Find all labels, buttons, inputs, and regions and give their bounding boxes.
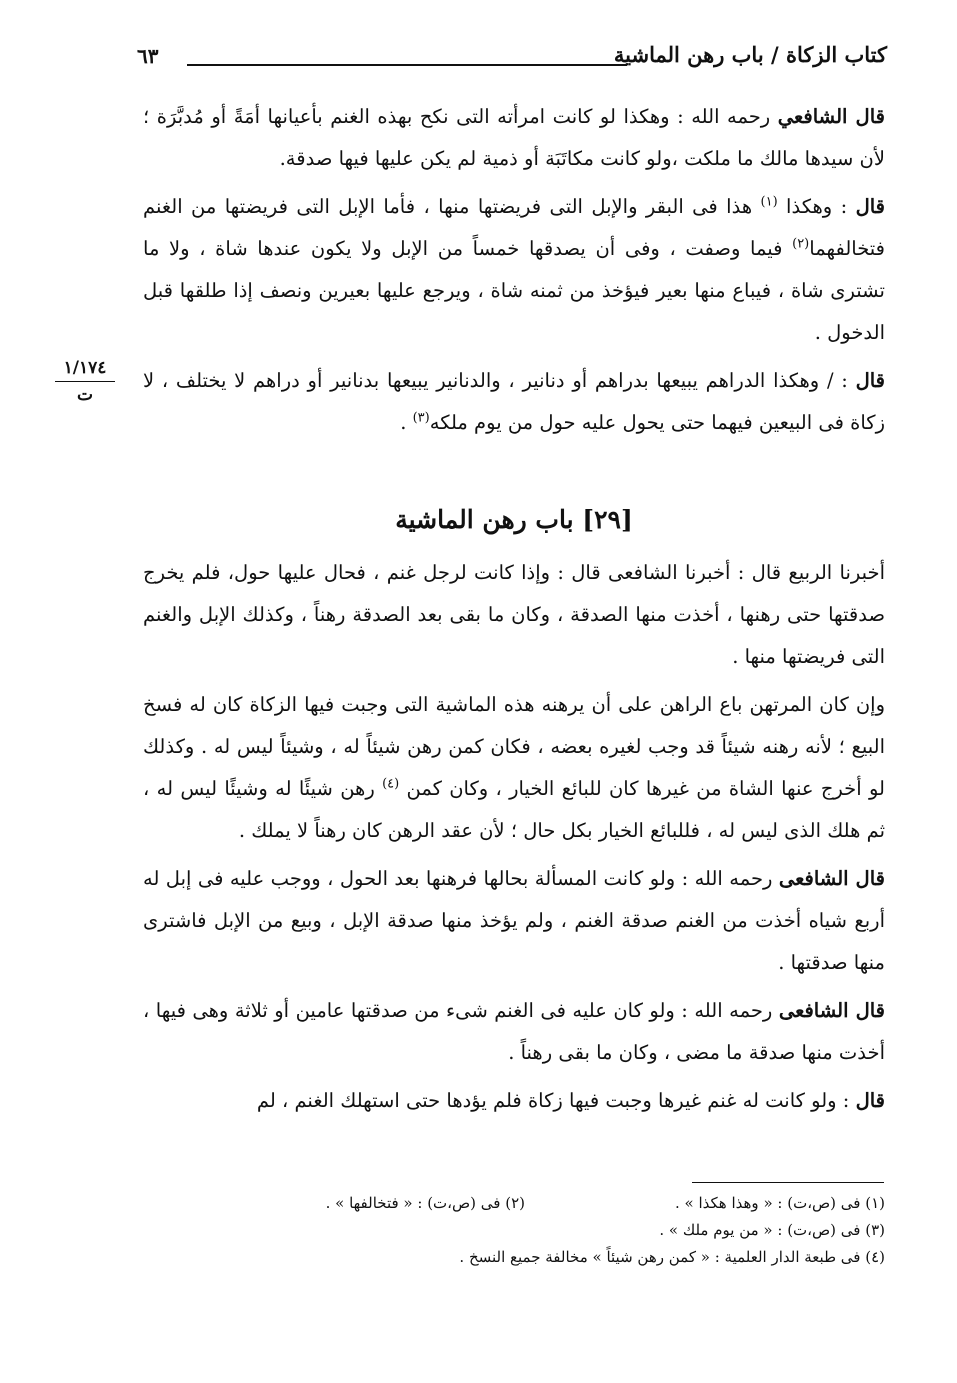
page-number: ٦٣: [137, 44, 159, 68]
speaker-label: قال: [855, 195, 885, 218]
running-head-title: كتاب الزكاة / باب رهن الماشية: [613, 42, 887, 67]
paragraph-text: : ولو كانت له غنم غيرها وجبت فيها زكاة فلم يؤدها حتى استهلك الغنم ، لم: [256, 1089, 856, 1112]
paragraph-text: : / وهكذا الدراهم يبيعها بدراهم أو دنانير ، والدنانير يبيعها بدنانير أو دراهم لا يختلف ، لا زكاة فى البيعين فيهما حتى يحول عليه حول من يوم ملكه: [143, 369, 885, 434]
paragraph-text: : وهكذا: [777, 195, 856, 218]
footnote-ref-3[interactable]: (٣): [412, 410, 430, 426]
footnote-row: [143, 1217, 885, 1244]
footnote-4: (٤) فى طبعة الدار العلمية : « كمن رهن شيئاً » مخالفة جميع النسخ .: [459, 1248, 885, 1266]
section-one: [143, 96, 885, 444]
running-head-rule: [187, 64, 627, 66]
paragraph: [143, 1080, 885, 1122]
speaker-label: قال الشافعي: [777, 105, 885, 128]
footnote-1: (١) فى (ص،ت) : « وهذا هكذا » .: [675, 1194, 885, 1212]
running-head: [135, 40, 887, 80]
paragraph: [143, 360, 885, 444]
section-two: [143, 552, 885, 1122]
speaker-label: قال الشافعى: [778, 999, 885, 1022]
paragraph: أخبرنا الربيع قال : أخبرنا الشافعى قال : وإذا كانت لرجل غنم ، فحال عليها حول، فلم يخرج صدقتها حتى رهنها ، أخذت منها الصدقة ، وكان ما بقى بعد الصدقة رهناً ، وكذلك الإبل والغنم التى فريضتها منها .: [143, 561, 885, 668]
paragraph-text: .: [400, 411, 413, 434]
footnote-ref-2[interactable]: (٢): [792, 236, 810, 252]
folio-number: ١/١٧٤: [55, 357, 115, 382]
paragraph-text: هذا فى البقر والإبل التى فريضتها منها ، فأما الإبل التى فريضتها من الغنم فتخالفهما: [143, 195, 885, 260]
footnote-ref-1[interactable]: (١): [760, 194, 778, 210]
paragraph-text: رحمه الله : ولو كان عليه فى الغنم شىء من صدقتها عامين أو ثلاثة وهى فيها ، أخذت منها صدقة ما مضى ، وكان ما بقى رهناً .: [143, 999, 885, 1064]
paragraph-text: فيما وصفت ، وفى أن يصدقها خمساً من الإبل ولا يكون عندها شاة ، ولا ما تشترى شاة ، فيباع منها بعير فيؤخذ من ثمنه شاة ، ويرجع عليها بعيرين ونصف إذا طلقها قبل الدخول .: [143, 237, 885, 344]
paragraph: [143, 684, 885, 852]
manuscript-folio-marker: [55, 357, 115, 406]
paragraph-text: وإن كان المرتهن باع الراهن على أن يرهنه هذه الماشية التى وجبت فيها الزكاة كان له فسخ البيع ؛ لأنه رهنه شيئاً قد وجب لغيره بعضه ، فكان كمن رهن شيئاً له ، وشيئاً ليس له . وكذلك لو أخرج عنها الشاة من غيرها كان للبائع الخيار ، وكان كمن: [143, 693, 885, 800]
paragraph: [143, 186, 885, 354]
footnote-row: [143, 1190, 885, 1217]
paragraph-text: رحمه الله : وهكذا لو كانت امرأته التى نكح بهذه الغنم بأعيانها أمَةً أو مُدبَّرَة ؛لأن سيدها مالك ما ملكت ،ولو كانت مكاتَبَة أو ذمية لم يكن عليها فيها صدقة.: [143, 105, 885, 170]
footnote-separator: [692, 1182, 884, 1183]
footnote-3: (٣) فى (ص،ت) : « من يوم ملك » .: [659, 1221, 885, 1239]
footnotes: [143, 1190, 885, 1271]
paragraph-text: رحمه الله : ولو كانت المسألة بحالها فرهنها بعد الحول ، ووجب عليه فى إبل له أربع شياه أخذت من الغنم صدقة الغنم ، ولم يؤخذ منها صدقة الإبل ، وبيع من الإبل فاشترى منها صدقتها .: [143, 867, 885, 974]
speaker-label: قال الشافعى: [778, 867, 885, 890]
speaker-label: قال: [855, 369, 885, 392]
footnote-row: [143, 1244, 885, 1271]
folio-manuscript-siglum: ت: [76, 385, 93, 405]
chapter-heading: [٢٩] باب رهن الماشية: [395, 505, 633, 534]
paragraph-text: رهن شيئًا له وشيئًا ليس له ، ثم هلك الذى ليس له ، فللبائع الخيار بكل حال ؛ لأن عقد الرهن كان رهناً لا يملك .: [143, 777, 885, 842]
paragraph: [143, 990, 885, 1074]
footnote-2: (٢) فى (ص،ت) : « فتخالفها » .: [325, 1194, 525, 1212]
paragraph: [143, 858, 885, 984]
paragraph: [143, 96, 885, 180]
footnote-ref-4[interactable]: (٤): [382, 776, 400, 792]
speaker-label: قال: [855, 1089, 885, 1112]
